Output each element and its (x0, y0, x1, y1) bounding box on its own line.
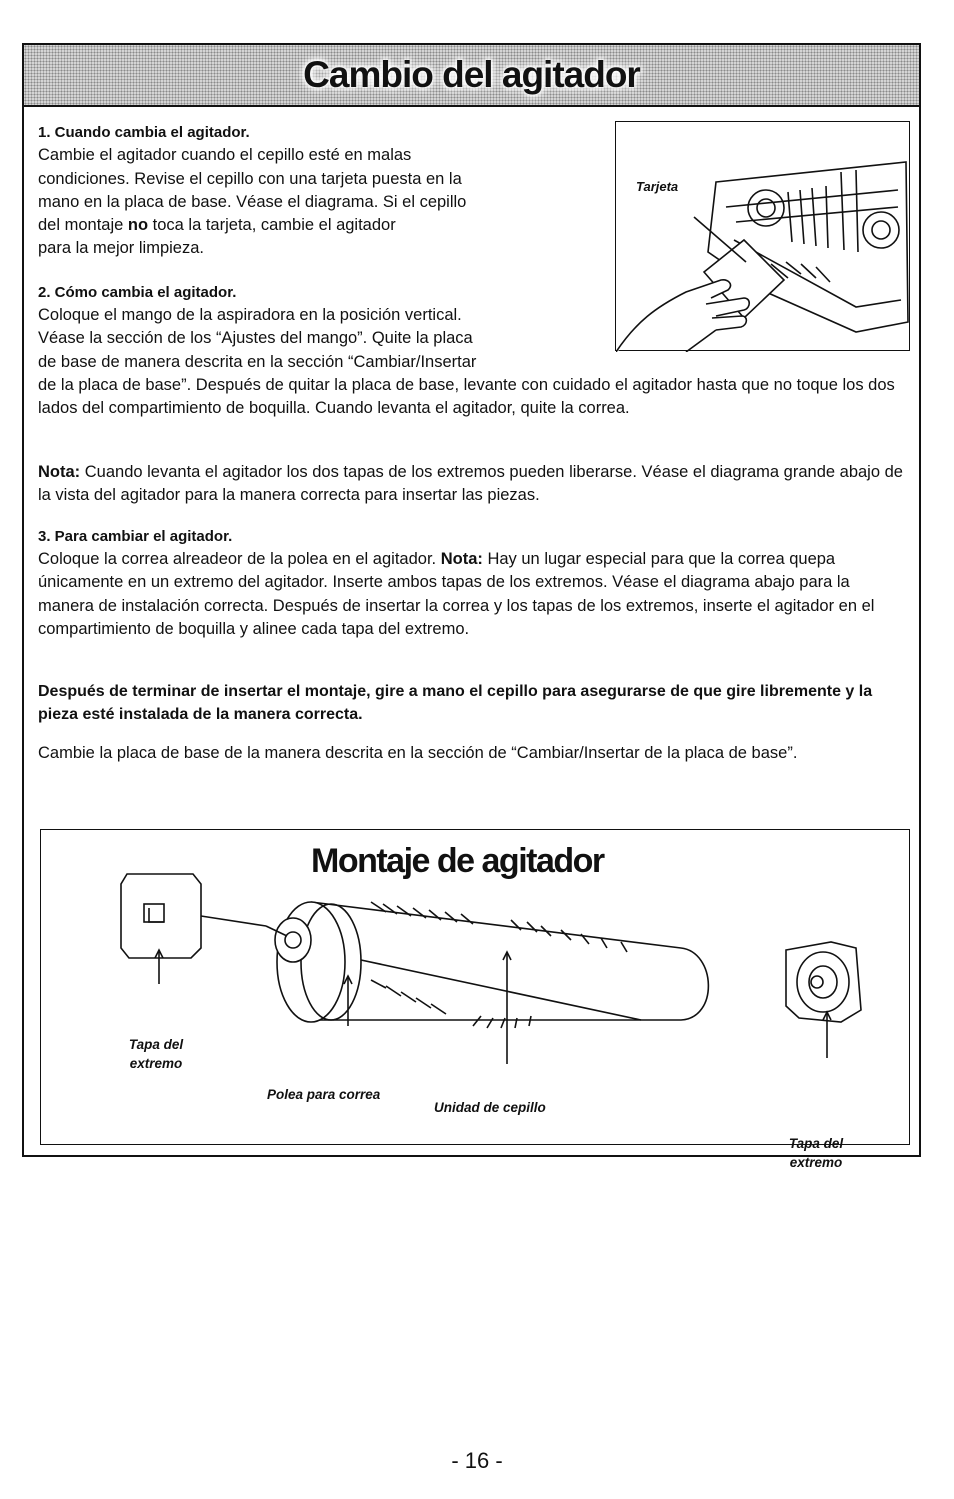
pulley-label: Polea para correa (267, 1087, 381, 1102)
step3-heading: 3. Para cambiar el agitador. (38, 528, 233, 545)
step1-line: condiciones. Revise el cepillo con una tarjeta puesta en la (38, 169, 462, 188)
page-number: - 16 - (451, 1448, 503, 1473)
brush-unit-label: Unidad de cepillo (434, 1100, 546, 1115)
diagram-title: Montaje de agitador (311, 842, 604, 880)
step2-text: de la placa de base”. Después de quitar la placa de base, levante con cuidado el agitador hasta que no toque los dos lados del compartimiento de boquilla. Cuando levanta el agitador, quite la correa. (38, 375, 895, 418)
step3-paragraph (38, 548, 910, 641)
end-cap-right-label: Tapa del extremo (788, 1136, 844, 1170)
note-text: Cuando levanta el agitador los dos tapas de los extremos pueden liberarse. Véase el diagrama grande abajo de la vista del agitador para la manera correcta para insertar las piezas. (38, 463, 903, 505)
step3-text: Coloque la correa alreadeor de la polea en el agitador. (38, 550, 441, 568)
step1-text: toca la tarjeta, cambie el agitador (148, 216, 396, 235)
step1-emphasis: no (127, 216, 149, 235)
card-label: Tarjeta (636, 179, 679, 194)
warning-paragraph: Después de terminar de insertar el montaje, gire a mano el cepillo para asegurarse de que gire libremente y la pieza esté instalada de la manera correcta. (38, 683, 873, 724)
step1-heading: 1. Cuando cambia el agitador. (38, 124, 250, 141)
step1-block (38, 121, 578, 261)
end-cap-left-label: Tapa del extremo (128, 1037, 184, 1071)
step1-line: Cambie el agitador cuando el cepillo esté en malas (38, 146, 412, 165)
step3-text: Hay un lugar especial para que la correa quepa únicamente en un extremo del agitador. Inserte ambos tapas de los extremos. Véase el diagrama abajo para la manera de instalación correcta. Después de insertar la correa y los tapas de los extremos, inserte el agitador en el compartimiento de boquilla y alinee cada tapa del extremo. (38, 550, 875, 638)
section-title: Cambio del agitador (303, 54, 640, 95)
closing-paragraph: Cambie la placa de base de la manera descrita en la sección de “Cambiar/Insertar de la placa de base”. (38, 744, 798, 762)
step2-heading: 2. Cómo cambia el agitador. (38, 284, 237, 301)
step2-line: de base de manera descrita en la sección “Cambiar/Insertar (38, 352, 477, 371)
step2-line: Coloque el mango de la aspiradora en la posición vertical. (38, 306, 462, 324)
step2-line: Véase la sección de los “Ajustes del mango”. Quite la placa (38, 329, 473, 348)
step1-line: para la mejor limpieza. (38, 239, 204, 258)
agitator-assembly-diagram (40, 829, 910, 1170)
step3-note-label: Nota: (440, 550, 483, 568)
step1-line (38, 214, 578, 237)
step2-block (38, 304, 910, 420)
section-banner (24, 45, 919, 107)
step1-line: mano en la placa de base. Véase el diagrama. Si el cepillo (38, 192, 467, 211)
step1-text: del montaje (38, 216, 128, 235)
note-paragraph (38, 461, 910, 508)
agitator-change-section (22, 43, 921, 1170)
note-label: Nota: (38, 463, 81, 481)
